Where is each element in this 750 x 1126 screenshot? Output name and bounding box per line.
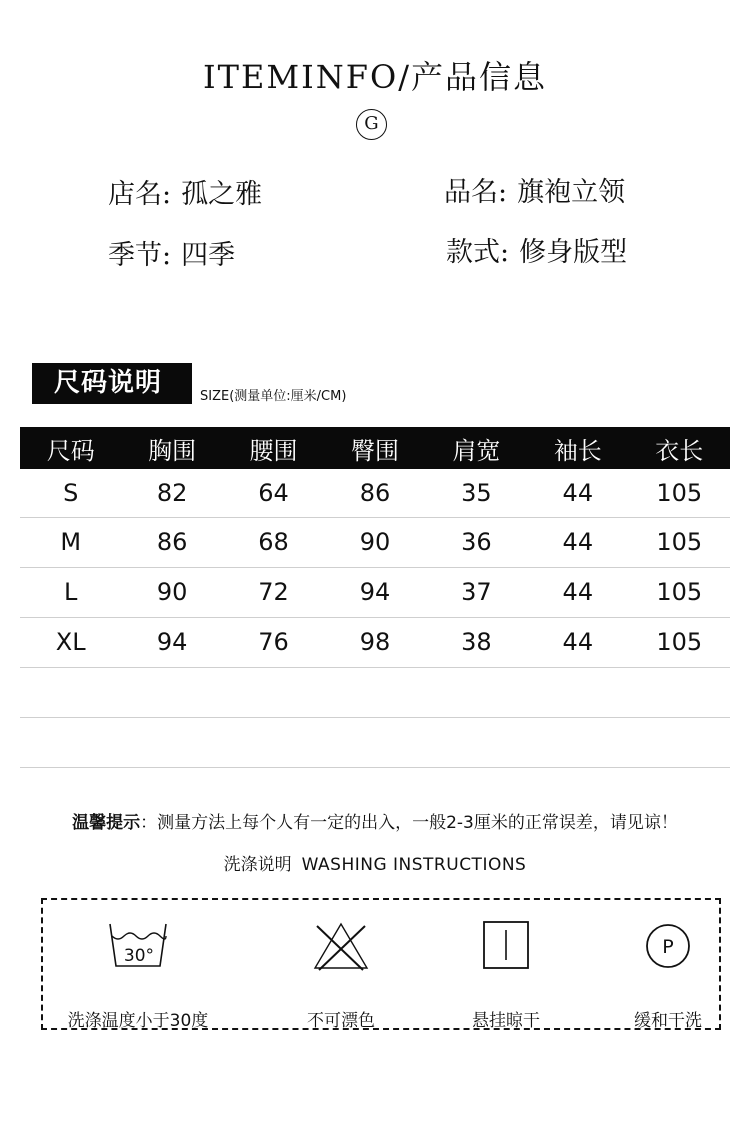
washing-item — [53, 916, 223, 1031]
hang-dry-icon — [474, 916, 538, 972]
size-section-subtitle: SIZE(测量单位:厘米/CM) — [200, 389, 347, 404]
info-value: 旗袍立领 — [517, 177, 626, 208]
header-cell: 衣长 — [629, 427, 730, 469]
table-cell: 105 — [629, 469, 730, 517]
wash-temp: 30° — [123, 946, 155, 966]
tip-body: ：测量方法上每个人有一定的出入，一般2-3厘米的正常误差，请见谅！ — [140, 813, 678, 833]
info-shop-name — [108, 172, 262, 211]
table-row — [20, 469, 730, 517]
info-label: 款式: — [446, 237, 510, 268]
info-style — [446, 230, 627, 269]
table-cell: 72 — [223, 567, 324, 617]
table-cell: 37 — [426, 567, 527, 617]
table-cell: M — [20, 517, 121, 567]
table-cell: 64 — [223, 469, 324, 517]
info-label: 店名: — [108, 179, 172, 210]
washing-item — [583, 916, 750, 1031]
table-cell: 105 — [629, 617, 730, 667]
washing-title-cn: 洗涤说明 — [223, 855, 292, 875]
table-cell: 82 — [121, 469, 222, 517]
table-row — [20, 517, 730, 567]
table-cell: XL — [20, 617, 121, 667]
header-cell: 肩宽 — [426, 427, 527, 469]
no-bleach-icon — [309, 916, 373, 972]
table-cell-empty — [20, 667, 730, 717]
table-cell: 44 — [527, 469, 628, 517]
header-cell: 尺码 — [20, 427, 121, 469]
table-cell-empty — [20, 717, 730, 767]
header-cell: 腰围 — [223, 427, 324, 469]
table-cell: 44 — [527, 567, 628, 617]
table-cell: 76 — [223, 617, 324, 667]
table-row — [20, 617, 730, 667]
tip-text — [0, 808, 750, 833]
washing-item — [421, 916, 591, 1031]
table-cell: 94 — [324, 567, 425, 617]
info-value: 孤之雅 — [181, 179, 263, 210]
brand-logo-icon: G — [356, 109, 387, 140]
washing-label: 缓和干洗 — [634, 1011, 702, 1031]
size-section-title: 尺码说明 — [32, 363, 192, 404]
table-cell: L — [20, 567, 121, 617]
table-cell: 38 — [426, 617, 527, 667]
table-row-empty — [20, 717, 730, 767]
table-cell: S — [20, 469, 121, 517]
table-cell: 94 — [121, 617, 222, 667]
washing-label: 不可漂色 — [307, 1011, 375, 1031]
wash-30-icon — [106, 916, 170, 972]
table-cell: 105 — [629, 517, 730, 567]
table-cell: 86 — [324, 469, 425, 517]
table-cell: 44 — [527, 617, 628, 667]
table-cell: 86 — [121, 517, 222, 567]
table-cell: 36 — [426, 517, 527, 567]
dry-clean-icon — [636, 916, 700, 972]
info-value: 修身版型 — [519, 237, 628, 268]
washing-title-en: WASHING INSTRUCTIONS — [301, 855, 527, 875]
table-cell: 90 — [324, 517, 425, 567]
table-row — [20, 567, 730, 617]
tip-label: 温馨提示 — [72, 813, 141, 833]
header-cell: 臀围 — [324, 427, 425, 469]
table-row-empty — [20, 667, 730, 717]
washing-title — [0, 850, 750, 875]
info-season — [108, 233, 235, 272]
table-cell: 35 — [426, 469, 527, 517]
washing-instructions-box — [41, 898, 721, 1030]
info-label: 品名: — [444, 177, 508, 208]
table-cell: 98 — [324, 617, 425, 667]
table-cell: 44 — [527, 517, 628, 567]
washing-label: 悬挂晾干 — [472, 1011, 540, 1031]
dry-clean-letter: P — [662, 936, 674, 958]
washing-item — [256, 916, 426, 1031]
table-cell: 105 — [629, 567, 730, 617]
size-table-header — [20, 427, 730, 469]
info-product-name — [444, 170, 625, 209]
washing-label: 洗涤温度小于30度 — [67, 1011, 209, 1031]
info-value: 四季 — [181, 240, 236, 271]
page-title: ITEMINFO/产品信息 — [203, 58, 547, 96]
info-label: 季节: — [108, 240, 172, 271]
size-table — [20, 427, 730, 768]
table-cell: 68 — [223, 517, 324, 567]
header-cell: 胸围 — [121, 427, 222, 469]
table-cell: 90 — [121, 567, 222, 617]
header-cell: 袖长 — [527, 427, 628, 469]
